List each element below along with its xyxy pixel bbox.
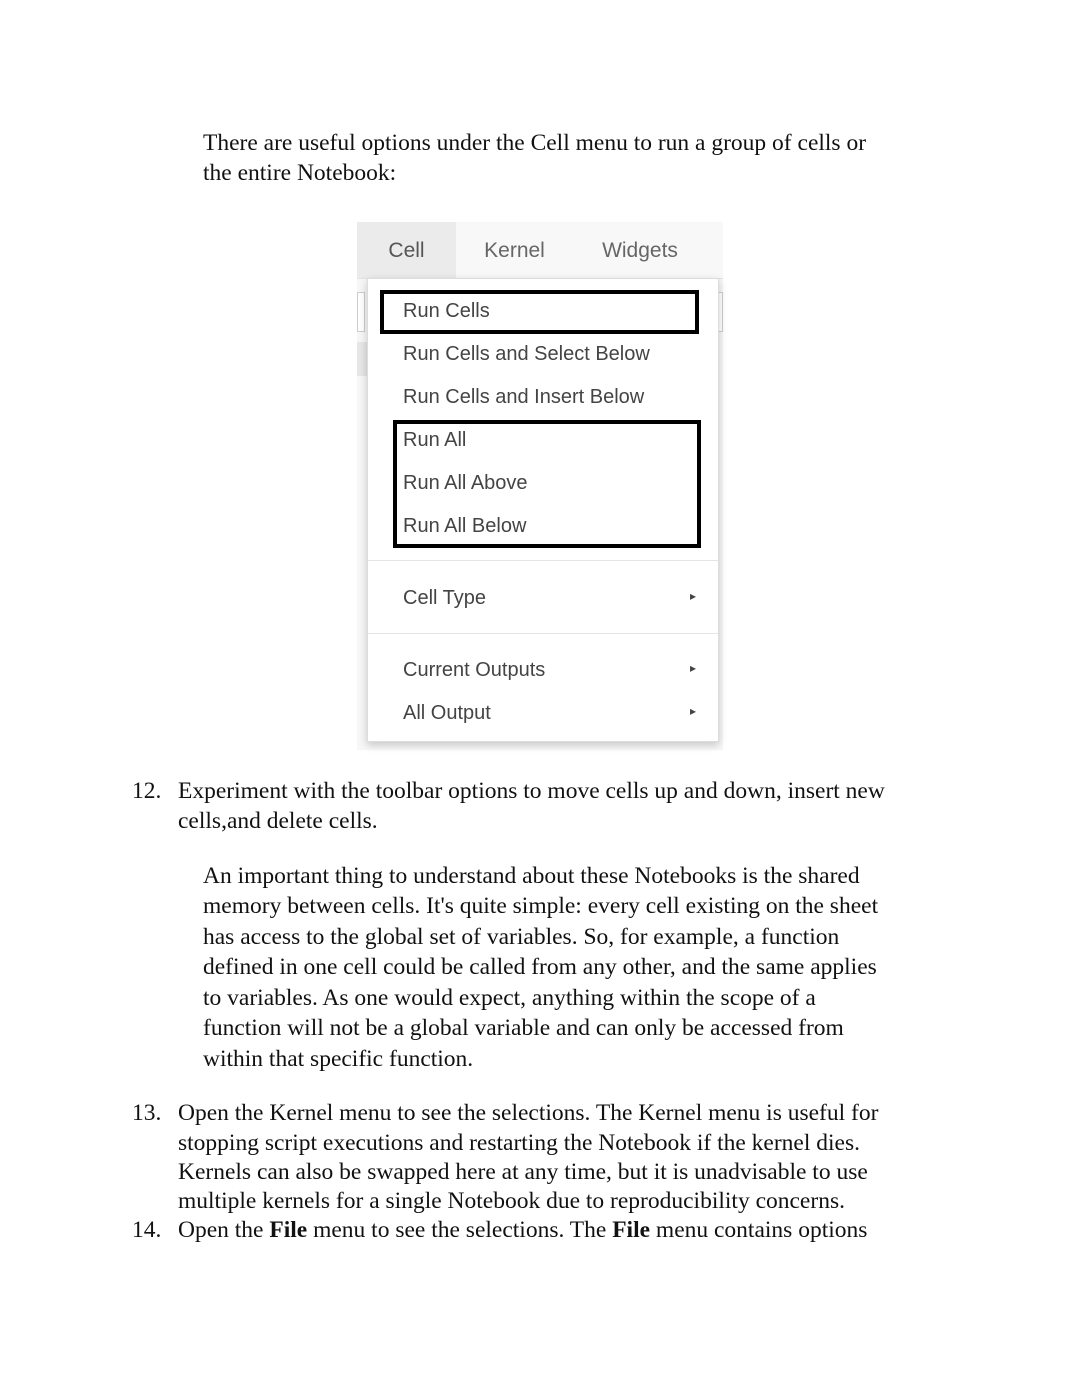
tab-widgets[interactable]: Widgets xyxy=(602,239,678,262)
paragraph-line: memory between cells. It's quite simple: every cell existing on the sheet xyxy=(203,893,879,919)
highlight-box xyxy=(393,420,701,548)
list-item-line: cells,and delete cells. xyxy=(178,808,378,834)
menu-divider xyxy=(368,560,718,561)
paragraph-line: has access to the global set of variables. So, for example, a function xyxy=(203,924,840,950)
list-item-line xyxy=(178,1216,867,1244)
menubar xyxy=(357,222,723,279)
list-number: 12. xyxy=(132,778,162,804)
bold-file: File xyxy=(269,1217,308,1243)
list-item-line: Experiment with the toolbar options to move cells up and down, insert new xyxy=(178,778,885,804)
bold-file: File xyxy=(612,1217,651,1243)
menu-item-all-output[interactable]: All Output xyxy=(403,702,491,724)
menu-item-run-all-below[interactable]: Run All Below xyxy=(403,515,527,537)
list-item-line: Open the Kernel menu to see the selections. The Kernel menu is useful for xyxy=(178,1100,879,1126)
text: Open the xyxy=(178,1217,270,1243)
list-item-line: stopping script executions and restarting the Notebook if the kernel dies. xyxy=(178,1130,860,1156)
paragraph-line: defined in one cell could be called from any other, and the same applies xyxy=(203,954,877,980)
tab-cell[interactable]: Cell xyxy=(357,222,456,278)
intro-line: There are useful options under the Cell menu to run a group of cells or xyxy=(203,130,867,156)
menu-item-cell-type[interactable]: Cell Type xyxy=(403,587,487,609)
cell-menu-screenshot xyxy=(357,222,723,750)
paragraph-line: function will not be a global variable and can only be accessed from xyxy=(203,1015,844,1041)
submenu-arrow-icon: ▸ xyxy=(689,704,696,718)
menu-item-run-cells-select-below[interactable]: Run Cells and Select Below xyxy=(403,343,650,365)
menu-item-run-cells-insert-below[interactable]: Run Cells and Insert Below xyxy=(403,386,645,408)
menu-divider xyxy=(368,633,718,634)
list-number: 13. xyxy=(132,1100,162,1126)
highlight-box xyxy=(380,290,699,334)
list-item-line: Kernels can also be swapped here at any time, but it is unadvisable to use xyxy=(178,1159,868,1185)
menu-item-current-outputs[interactable]: Current Outputs xyxy=(403,659,546,681)
background-fragment xyxy=(357,292,365,332)
text: menu contains options xyxy=(650,1217,868,1243)
submenu-arrow-icon: ▸ xyxy=(689,661,696,675)
paragraph-line: within that specific function. xyxy=(203,1046,474,1072)
intro-line: the entire Notebook: xyxy=(203,160,397,186)
tab-kernel[interactable]: Kernel xyxy=(484,239,545,262)
list-number: 14. xyxy=(132,1217,162,1243)
text: menu to see the selections. The xyxy=(307,1217,613,1243)
menu-item-run-all-above[interactable]: Run All Above xyxy=(403,472,528,494)
menu-item-run-cells[interactable]: Run Cells xyxy=(403,300,490,322)
list-item-line: multiple kernels for a single Notebook due to reproducibility concerns. xyxy=(178,1188,845,1214)
paragraph-line: to variables. As one would expect, anything within the scope of a xyxy=(203,985,816,1011)
menu-item-run-all[interactable]: Run All xyxy=(403,429,467,451)
background-fragment xyxy=(357,342,367,376)
paragraph-line: An important thing to understand about these Notebooks is the shared xyxy=(203,863,860,889)
submenu-arrow-icon: ▸ xyxy=(689,589,696,603)
